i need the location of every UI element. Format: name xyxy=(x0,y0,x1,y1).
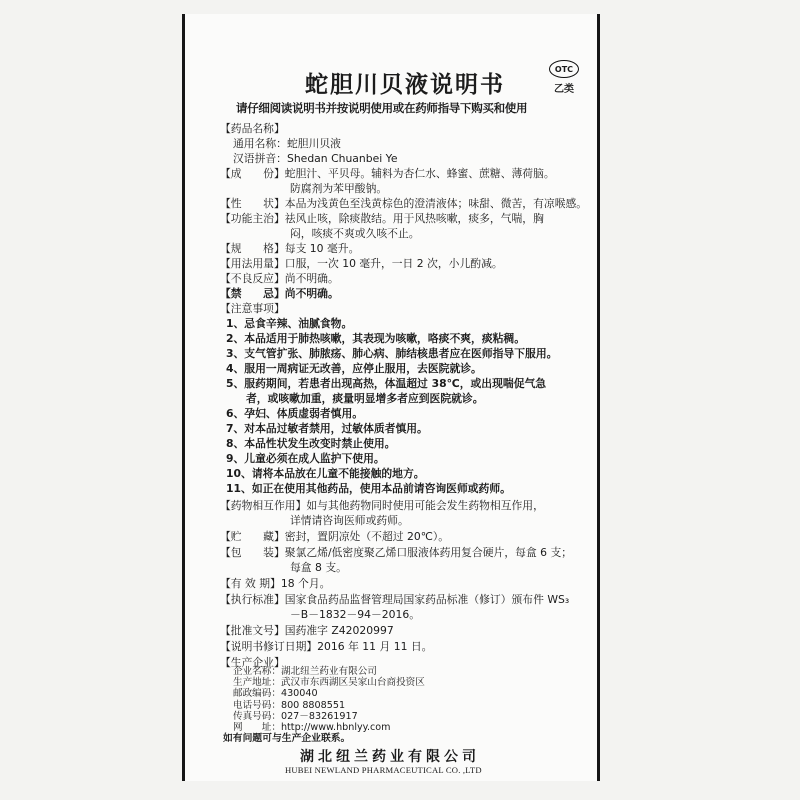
address-line: 生产地址：武汉市东西湖区吴家山台商投资区 xyxy=(233,677,425,689)
precaution-item: 2、本品适用于肺热咳嗽，其表现为咳嗽，咯痰不爽，痰粘稠。 xyxy=(226,332,526,345)
standard-line1: 【执行标准】国家食品药品监督管理局国家药品标准（修订）颁布件 WS₃ xyxy=(220,593,570,606)
company-name-line: 企业名称：湖北纽兰药业有限公司 xyxy=(233,666,377,677)
revision-date-line: 【说明书修订日期】2016 年 11 月 11 日。 xyxy=(220,640,433,653)
common-name: 通用名称：蛇胆川贝液 xyxy=(233,137,341,150)
precautions-label: 【注意事项】 xyxy=(220,302,285,315)
ingredients-line2: 防腐剂为苯甲酸钠。 xyxy=(290,182,388,195)
dosage-line: 【用法用量】口服，一次 10 毫升，一日 2 次，小儿酌减。 xyxy=(220,257,503,270)
contraindication-line: 【禁 忌】尚不明确。 xyxy=(220,287,339,300)
pinyin-name: 汉语拼音：Shedan Chuanbei Ye xyxy=(233,152,398,165)
precaution-item: 4、服用一周病证无改善，应停止服用，去医院就诊。 xyxy=(226,362,482,375)
drug-name-label: 【药品名称】 xyxy=(220,122,285,135)
contact-note: 如有问题可与生产企业联系。 xyxy=(223,733,351,745)
precaution-item: 3、支气管扩张、肺脓疡、肺心病、肺结核患者应在医师指导下服用。 xyxy=(226,347,558,360)
indication-line2: 闷，咳痰不爽或久咳不止。 xyxy=(290,227,420,240)
precaution-item: 7、对本品过敏者禁用，过敏体质者慎用。 xyxy=(226,422,428,435)
otc-class-label: 乙类 xyxy=(554,84,574,95)
manufacturer-label: 【生产企业】 xyxy=(220,656,285,669)
interaction-line1: 【药物相互作用】如与其他药物同时使用可能会发生药物相互作用， xyxy=(220,499,544,512)
approval-number-line: 【批准文号】国药准字 Z42020997 xyxy=(220,624,394,637)
validity-line: 【有 效 期】18 个月。 xyxy=(220,577,331,590)
adverse-reaction-line: 【不良反应】尚不明确。 xyxy=(220,272,339,285)
precaution-item: 9、儿童必须在成人监护下使用。 xyxy=(226,452,385,465)
otc-badge: OTC xyxy=(549,60,579,78)
fax-line: 传真号码：027－83261917 xyxy=(233,710,358,722)
interaction-line2: 详情请咨询医师或药师。 xyxy=(290,514,409,527)
appearance-line: 【性 状】本品为浅黄色至浅黄棕色的澄清液体；味甜、微苦，有凉喉感。 xyxy=(220,197,588,210)
document-subtitle: 请仔细阅读说明书并按说明使用或在药师指导下购买和使用 xyxy=(236,101,528,115)
postcode-line: 邮政编码：430040 xyxy=(233,688,318,700)
package-line2: 每盒 8 支。 xyxy=(290,561,347,574)
website-line: 网 址：http://www.hbnlyy.com xyxy=(233,722,391,733)
precaution-item: 5、服药期间，若患者出现高热，体温超过 38℃，或出现喘促气急 xyxy=(226,377,547,390)
precaution-item: 6、孕妇、体质虚弱者慎用。 xyxy=(226,407,364,420)
footer-company-en: HUBEI NEWLAND PHARMACEUTICAL CO. ,LTD xyxy=(285,765,482,776)
storage-line: 【贮 藏】密封，置阴凉处（不超过 20℃）。 xyxy=(220,530,450,543)
precaution-item: 8、本品性状发生改变时禁止使用。 xyxy=(226,437,396,450)
footer-company-cn: 湖北纽兰药业有限公司 xyxy=(300,749,480,766)
ingredients-line1: 【成 份】蛇胆汁、平贝母。辅料为杏仁水、蜂蜜、蔗糖、薄荷脑。 xyxy=(220,167,555,180)
phone-line: 电话号码：800 8808551 xyxy=(233,699,346,711)
spec-line: 【规 格】每支 10 毫升。 xyxy=(220,242,360,255)
document-title: 蛇胆川贝液说明书 xyxy=(305,72,505,98)
precaution-item: 1、忌食辛辣、油腻食物。 xyxy=(226,317,353,330)
indication-line1: 【功能主治】祛风止咳，除痰散结。用于风热咳嗽，痰多，气喘，胸 xyxy=(220,212,544,225)
precaution-item: 者，或咳嗽加重，痰量明显增多者应到医院就诊。 xyxy=(246,392,484,405)
precaution-item: 10、请将本品放在儿童不能接触的地方。 xyxy=(226,467,425,480)
package-line1: 【包 装】聚氯乙烯/低密度聚乙烯口服液体药用复合硬片，每盒 6 支； xyxy=(220,546,573,559)
standard-line2: －B－1832－94－2016。 xyxy=(290,608,421,621)
precaution-item: 11、如正在使用其他药品，使用本品前请咨询医师或药师。 xyxy=(226,482,511,495)
